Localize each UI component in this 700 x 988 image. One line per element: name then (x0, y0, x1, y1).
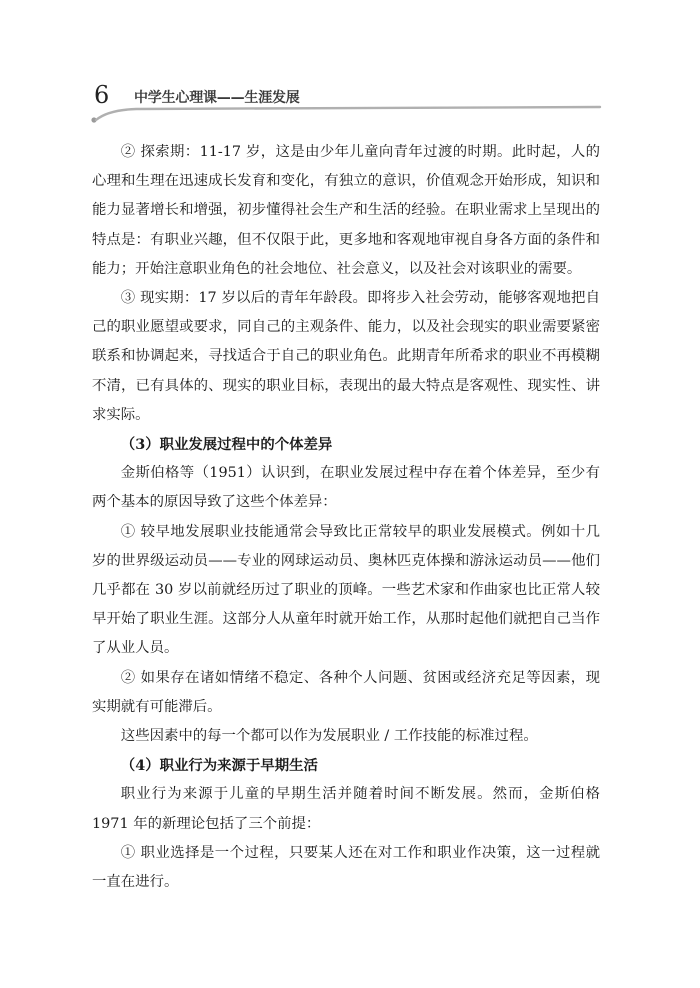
rule-line (96, 107, 600, 120)
paragraph-premise-one: ① 职业选择是一个过程，只要某人还在对工作和职业作决策，这一过程就一直在进行。 (92, 844, 600, 891)
paragraph-early-skill-development: ① 较早地发展职业技能通常会导致比正常较早的职业发展模式。例如十几岁的世界级运动员——专业的网球运动员、奥林匹克体操和游泳运动员——他们几乎都在 30 岁以前就经历过了职业的顶峰。一些艺术家和作曲家也比正常人较早开始了职业生涯。这部分人从童年时就开始工作，从那时起他们就把自己当作了从业人员。 (92, 523, 600, 657)
paragraph-ginzberg-1971: 职业行为来源于儿童的早期生活并随着时间不断发展。然而，金斯伯格 1971 年的新理论包括了三个前提： (92, 786, 600, 832)
body-text (92, 138, 600, 897)
paragraph-delayed-reality-stage: ② 如果存在诸如情绪不稳定、各种个人问题、贫困或经济充足等因素，现实期就有可能滞后。 (92, 669, 600, 715)
page-number: 6 (94, 81, 110, 109)
paragraph-reality-stage: ③ 现实期：17 岁以后的青年年龄段。即将步入社会劳动，能够客观地把自己的职业愿望或要求，同自己的主观条件、能力，以及社会现实的职业需要紧密联系和协调起来，寻找适合于自己的职业角色。此期青年所希求的职业不再模糊不清，已有具体的、现实的职业目标，表现出的最大特点是客观性、现实性、讲求实际。 (92, 290, 600, 423)
paragraph-ginzberg-differences: 金斯伯格等（1951）认识到，在职业发展过程中存在着个体差异，至少有两个基本的原因导致了这些个体差异： (92, 465, 600, 511)
paragraph-exploration-stage: ② 探索期：11-17 岁，这是由少年儿童向青年过渡的时期。此时起，人的心理和生理在迅速成长发育和变化，有独立的意识，价值观念开始形成，知识和能力显著增长和增强，初步懂得社会生产和生活的经验。在职业需求上呈现出的特点是：有职业兴趣，但不仅限于此，更多地和客观地审视自身各方面的条件和能力；开始注意职业角色的社会地位、社会意义，以及社会对该职业的需要。 (92, 144, 600, 277)
page-header (0, 0, 700, 130)
section-heading-early-life: （4）职业行为来源于早期生活 (120, 757, 318, 775)
header-rule-decoration (86, 96, 606, 126)
running-title: 中学生心理课——生涯发展 (134, 90, 300, 106)
paragraph-factors-summary: 这些因素中的每一个都可以作为发展职业 / 工作技能的标准过程。 (120, 728, 538, 745)
section-heading-individual-differences: （3）职业发展过程中的个体差异 (120, 436, 333, 454)
